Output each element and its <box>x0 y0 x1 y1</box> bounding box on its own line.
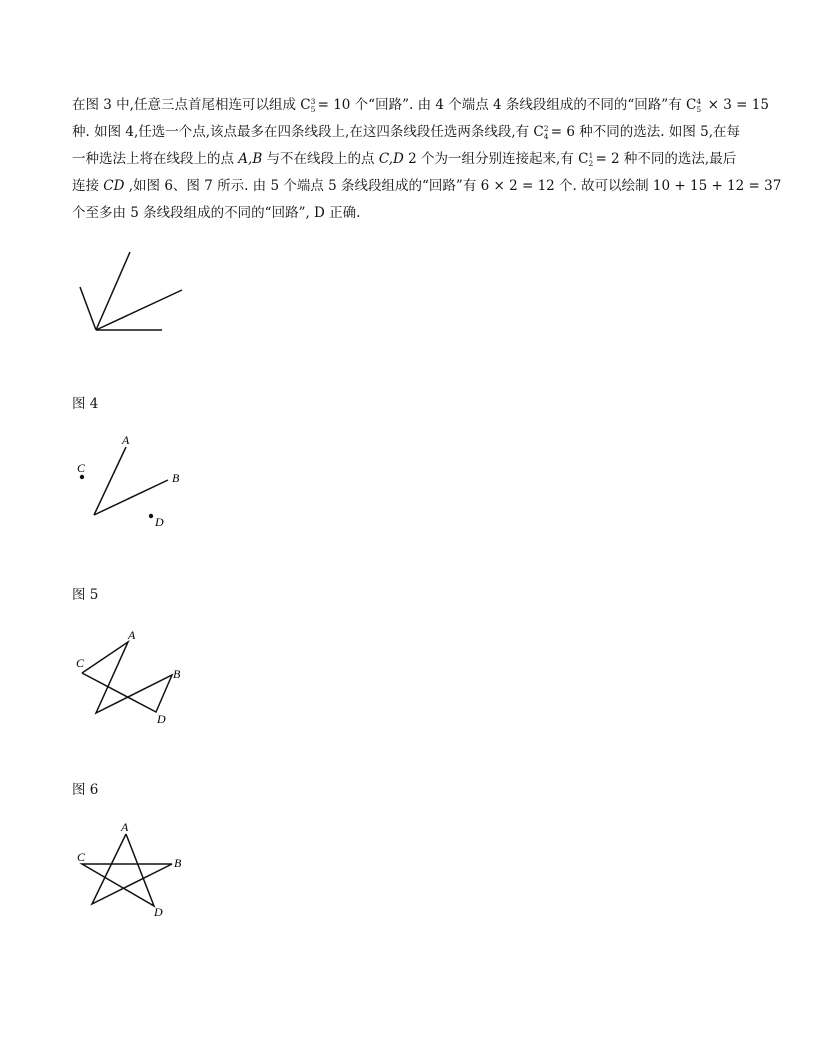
combination-indices <box>310 96 318 114</box>
combination-indices <box>543 123 551 141</box>
solution-line-4 <box>72 173 782 200</box>
text-span: ,如图 6、图 7 所示. 由 5 个端点 5 条线段组成的“回路”有 6 × 2 = 12 个. 故可以绘制 10 + 15 + 12 = 37 <box>124 178 782 194</box>
combination-symbol: C <box>300 97 311 113</box>
fig5-label-b: B <box>172 471 180 485</box>
figure-7-diagram <box>72 816 202 916</box>
text-span: 个至多由 5 条线段组成的不同的“回路”, D 正确. <box>72 205 361 221</box>
figure-5-diagram <box>72 430 202 530</box>
combination-symbol: C <box>686 97 697 113</box>
solution-line-1 <box>72 92 769 119</box>
combination-symbol: C <box>533 124 544 140</box>
combination-c-5-4 <box>686 97 703 113</box>
combination-sup: 3 <box>310 96 316 106</box>
text-span: = 10 个“回路”. 由 4 个端点 4 条线段组成的不同的“回路”有 <box>317 97 687 113</box>
text-span: × 3 = 15 <box>703 97 769 113</box>
fig7-label-d: D <box>154 905 163 916</box>
fig5-segment-a <box>94 447 126 515</box>
figure-6-diagram <box>72 625 202 725</box>
fig4-segment-left <box>80 287 96 330</box>
solution-line-3 <box>72 146 752 173</box>
fig6-label-c: C <box>76 656 85 670</box>
combination-indices <box>588 150 595 168</box>
solution-line-2 <box>72 119 752 146</box>
figure-4-caption: 图 4 <box>72 396 99 412</box>
text-span: = 2 种不同的选法,最后 <box>595 151 737 167</box>
combination-indices <box>696 96 703 114</box>
fig6-label-a: A <box>128 628 136 642</box>
fig7-label-c: C <box>77 850 86 864</box>
solution-line-5 <box>72 200 752 227</box>
fig7-star-loop <box>82 834 172 906</box>
combination-sup: 4 <box>696 96 702 106</box>
fig5-label-d: D <box>155 515 164 529</box>
figure-5-caption: 图 5 <box>72 587 99 603</box>
figure-4-lines <box>80 252 182 330</box>
fig6-label-b: B <box>173 667 181 681</box>
text-span: 2 个为一组分别连接起来,有 <box>403 151 579 167</box>
fig5-point-c <box>80 475 84 479</box>
combination-sup: 2 <box>543 123 549 133</box>
text-span: 一种选法上将在线段上的点 <box>72 151 239 167</box>
fig4-segment-upper <box>96 252 130 330</box>
fig5-label-c: C <box>77 461 86 475</box>
combination-c-4-2 <box>533 124 550 140</box>
figure-6-caption: 图 6 <box>72 782 99 798</box>
solution-paragraph <box>72 92 782 227</box>
text-span: 连接 <box>72 178 104 194</box>
combination-sup: 1 <box>588 150 594 160</box>
text-span: 种. 如图 4,任选一个点,该点最多在四条线段上,在这四条线段任选两条线段,有 <box>72 124 534 140</box>
fig6-label-d: D <box>157 712 166 725</box>
combination-sub: 2 <box>588 158 594 168</box>
text-span: 在图 3 中,任意三点首尾相连可以组成 <box>72 97 301 113</box>
combination-c-5-3 <box>300 97 317 113</box>
points-ab: A,B <box>238 151 263 167</box>
segment-cd: CD <box>103 178 125 194</box>
fig5-segment-b <box>94 480 168 515</box>
fig5-label-a: A <box>122 433 130 447</box>
fig6-loop <box>82 642 172 713</box>
points-cd: C,D <box>378 151 404 167</box>
combination-sub: 5 <box>696 104 702 114</box>
figure-6-lines <box>82 642 172 713</box>
figure-5-lines <box>94 447 168 515</box>
combination-c-2-1 <box>578 151 595 167</box>
figure-7-lines <box>82 834 172 906</box>
fig4-segment-middle <box>96 290 182 330</box>
fig7-label-b: B <box>174 856 182 870</box>
combination-sub: 5 <box>310 104 316 114</box>
text-span: = 6 种不同的选法. 如图 5,在每 <box>550 124 741 140</box>
combination-sub: 4 <box>543 131 549 141</box>
text-span: 与不在线段上的点 <box>262 151 379 167</box>
figure-4-diagram <box>72 245 202 345</box>
combination-symbol: C <box>578 151 589 167</box>
fig7-label-a: A <box>121 820 129 834</box>
fig5-point-d <box>149 514 153 518</box>
